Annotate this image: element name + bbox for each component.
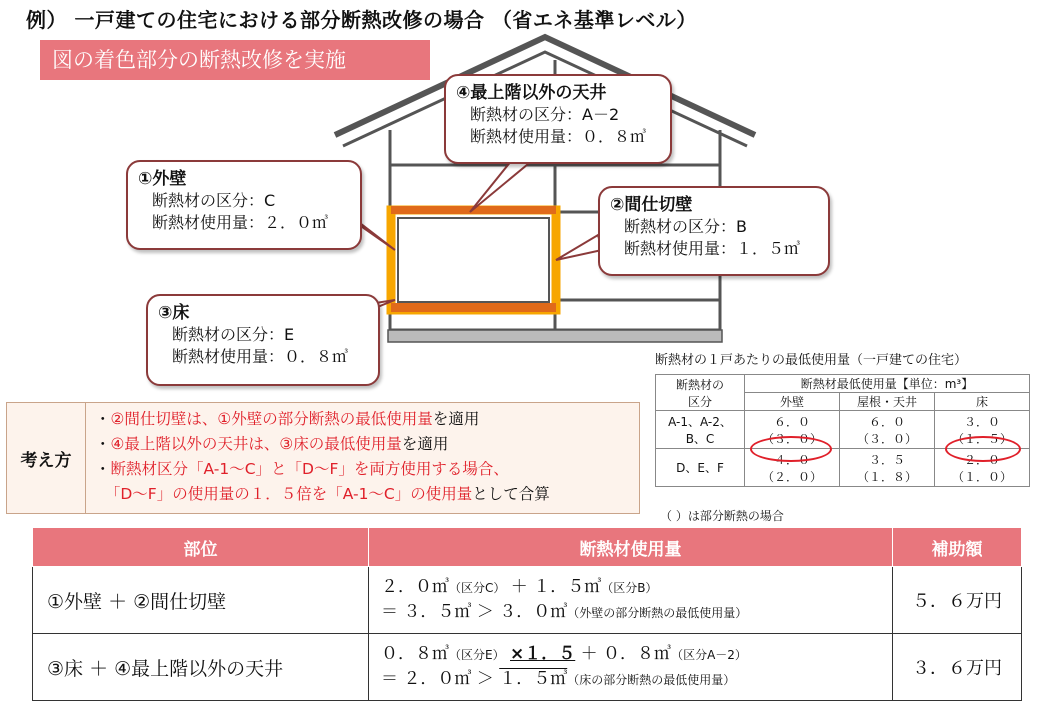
row2-part: ③床 ＋ ④最上階以外の天井 bbox=[33, 634, 369, 701]
pointer-partition bbox=[556, 235, 602, 260]
row-kind: A-1、A-2、 B、C bbox=[656, 411, 745, 449]
cell: ６．０ （３．０） bbox=[840, 411, 935, 449]
callout-partition bbox=[598, 186, 830, 276]
callout-line: 断熱材使用量：２．０㎥ bbox=[152, 213, 329, 232]
row1-usage: ２．０㎥（区分C） ＋ １．５㎥（区分B） ＝ ３．５㎥ ＞ ３．０㎥（外壁の部分断熱の最低使用量） bbox=[369, 567, 893, 634]
row2-usage: ０．８㎥（区分E） ×１．５ ＋ ０．８㎥（区分A－2） ＝ ２．０㎥ ＞ １．５㎥（床の部分断熱の最低使用量） bbox=[369, 634, 893, 701]
header-usage: 断熱材使用量 bbox=[369, 528, 893, 567]
callout-title: ①外壁 bbox=[138, 169, 187, 189]
approach-text: ・②間仕切壁は、①外壁の部分断熱の最低使用量を適用 ・④最上階以外の天井は、③床の最低使用量を適用 ・断熱材区分「A-1～C」と「D～F」を両方使用する場合、 「D～F」の使用量の１．５倍を「A-1～C」の使用量として合算 bbox=[95, 410, 550, 503]
callout-line: 断熱材使用量：０．８㎥ bbox=[172, 347, 349, 366]
cell: ４．０ （２．０） bbox=[745, 449, 840, 487]
cell: ３．５ （１．８） bbox=[840, 449, 935, 487]
banner: 図の着色部分の断熱改修を実施 bbox=[40, 40, 430, 80]
highlight-ellipse-floor bbox=[945, 436, 1021, 462]
header-kind: 断熱材の 区分 bbox=[656, 375, 745, 411]
callout-title: ③床 bbox=[158, 303, 190, 323]
approach-bullet-2-tail: を適用 bbox=[401, 435, 449, 453]
row-kind: D、E、F bbox=[656, 449, 745, 487]
header-wall: 外壁 bbox=[745, 393, 840, 411]
callout-line: 断熱材使用量：１．５㎥ bbox=[624, 239, 801, 258]
callout-title: ④最上階以外の天井 bbox=[456, 83, 607, 103]
row1-amount: ５．６万円 bbox=[893, 567, 1022, 634]
insulation-floor bbox=[391, 303, 556, 312]
approach-bullet-3: 断熱材区分「A-1～C」と「D～F」を両方使用する場合、 bbox=[110, 460, 509, 478]
header-floor: 床 bbox=[935, 393, 1030, 411]
callout-floor bbox=[146, 294, 380, 386]
callout-line: 断熱材使用量：０．８㎥ bbox=[470, 127, 647, 146]
header-part: 部位 bbox=[33, 528, 369, 567]
foundation bbox=[388, 330, 722, 342]
callout-wall bbox=[126, 160, 362, 250]
page-title: 例） 一戸建ての住宅における部分断熱改修の場合 （省エネ基準レベル） bbox=[26, 8, 697, 32]
approach-bullet-3-tail: として合算 bbox=[472, 485, 550, 503]
approach-bullet-3-cont: 「D～F」の使用量の１．５倍を「A-1～C」の使用量 bbox=[104, 485, 473, 503]
header-roof: 屋根・天井 bbox=[840, 393, 935, 411]
callout-line: 断熱材の区分：B bbox=[624, 217, 747, 236]
cell: ６．０ （３．０） bbox=[745, 411, 840, 449]
header-amount: 補助額 bbox=[893, 528, 1022, 567]
cell: ２．０ （１．０） bbox=[935, 449, 1030, 487]
approach-bullet-2: ④最上階以外の天井は、③床の最低使用量 bbox=[110, 435, 402, 453]
callout-ceiling bbox=[444, 74, 672, 164]
callout-line: 断熱材の区分：E bbox=[172, 325, 295, 344]
table-note: （ ）は部分断熱の場合 bbox=[660, 509, 784, 523]
callout-line: 断熱材の区分：A－2 bbox=[470, 105, 620, 124]
approach-label: 考え方 bbox=[7, 403, 86, 513]
cell: ３．０ （１．５） bbox=[935, 411, 1030, 449]
header-min: 断熱材最低使用量【単位：m³】 bbox=[745, 375, 1030, 393]
callout-line: 断熱材の区分：C bbox=[152, 191, 276, 210]
row2-amount: ３．６万円 bbox=[893, 634, 1022, 701]
subsidy-table bbox=[32, 527, 1022, 701]
approach-bullet-1-tail: を適用 bbox=[432, 410, 480, 428]
min-usage-table bbox=[655, 374, 1030, 487]
callout-title: ②間仕切壁 bbox=[610, 195, 693, 215]
approach-bullet-1: ②間仕切壁は、①外壁の部分断熱の最低使用量 bbox=[110, 410, 433, 428]
approach-box bbox=[6, 402, 640, 514]
highlight-ellipse-wall bbox=[750, 436, 832, 462]
min-table-caption: 断熱材の１戸あたりの最低使用量（一戸建ての住宅） bbox=[655, 353, 968, 368]
row1-part: ①外壁 ＋ ②間仕切壁 bbox=[33, 567, 369, 634]
